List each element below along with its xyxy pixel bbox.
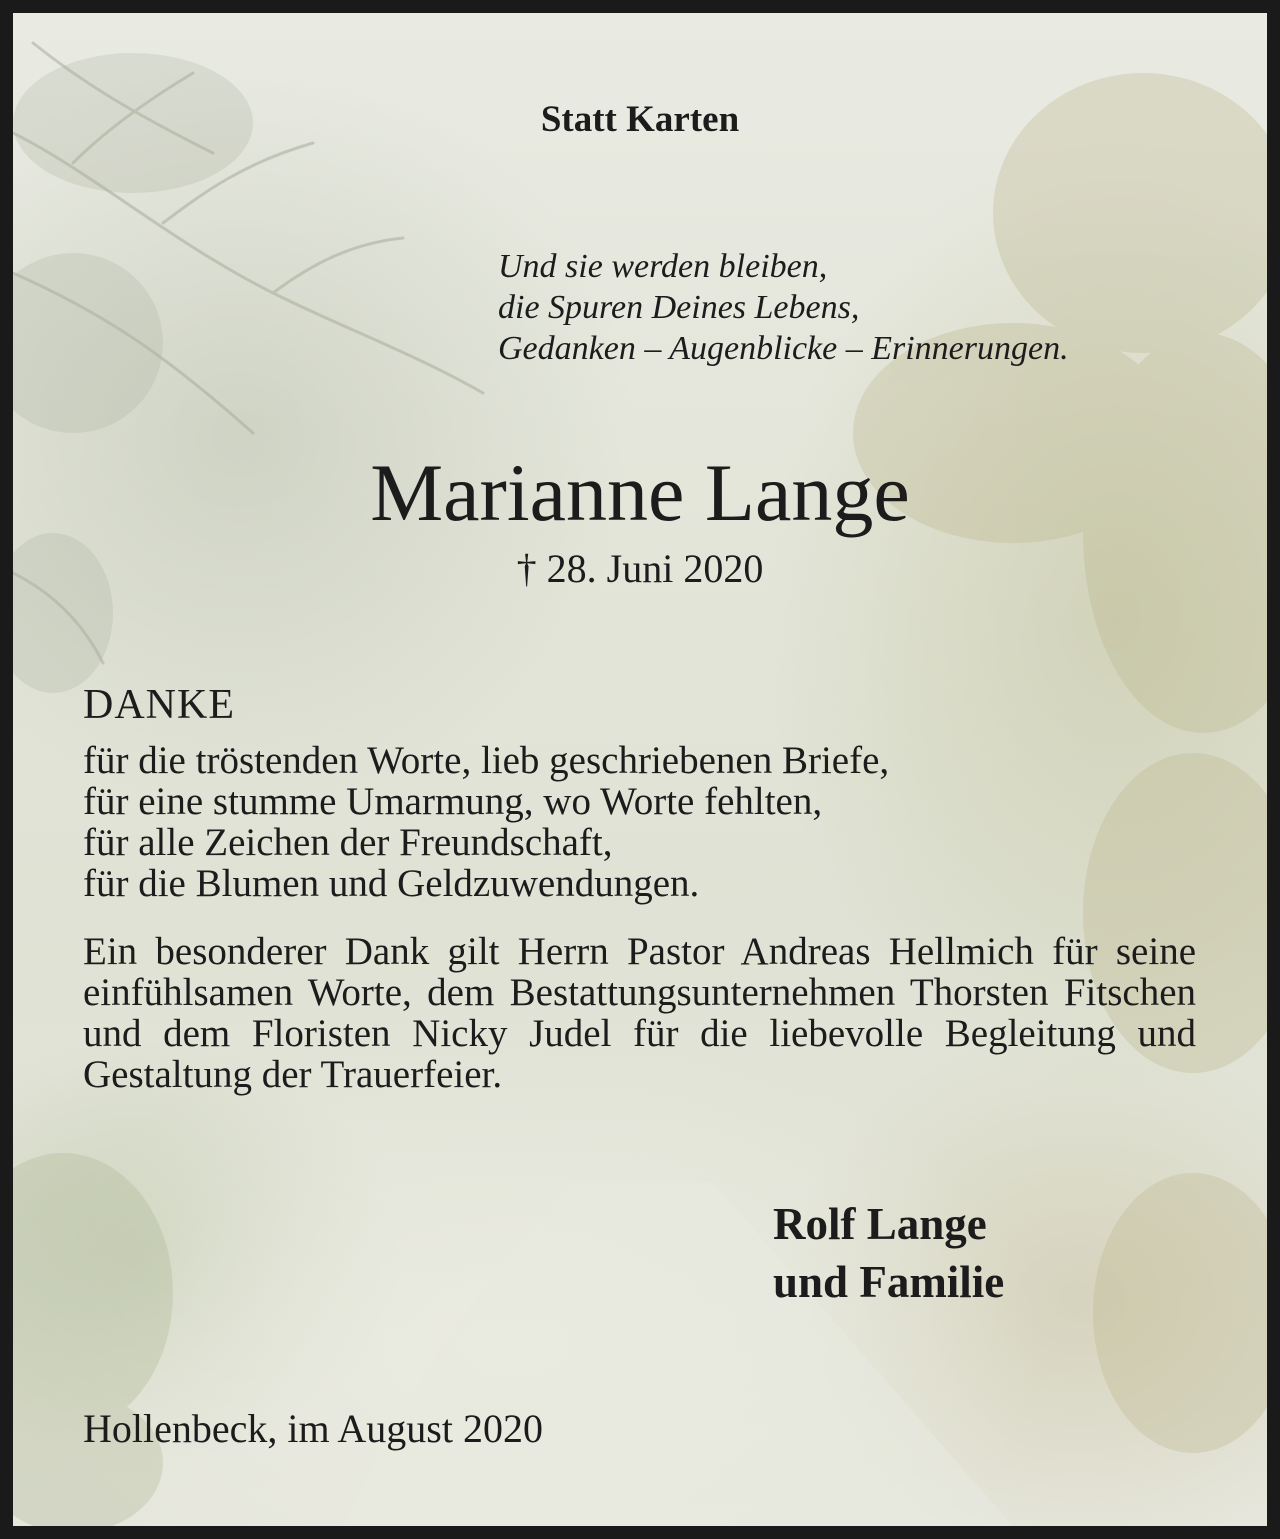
thanks-line: für eine stumme Umarmung, wo Worte fehlten, bbox=[83, 780, 823, 823]
thanks-line: für die Blumen und Geldzuwendungen. bbox=[83, 862, 700, 905]
motto-line: die Spuren Deines Lebens, bbox=[498, 289, 860, 326]
special-thanks-paragraph: Ein besonderer Dank gilt Herrn Pastor Andreas Hellmich für seine einfühlsamen Worte, dem Bestattungsunternehmen Thorsten Fitschen und dem Floristen Nicky Judel für die liebevolle Begleitung und Gestaltung der Trauerfeier. bbox=[83, 930, 1196, 1096]
thanks-line: für die tröstenden Worte, lieb geschriebenen Briefe, bbox=[83, 739, 890, 782]
death-date: † 28. Juni 2020 bbox=[516, 546, 764, 591]
place-date: Hollenbeck, im August 2020 bbox=[83, 1406, 543, 1451]
motto-verse bbox=[498, 246, 1069, 369]
header-statt-karten: Statt Karten bbox=[540, 99, 740, 140]
obituary-card bbox=[13, 13, 1267, 1526]
signature bbox=[773, 1195, 1004, 1311]
deceased-name: Marianne Lange bbox=[370, 447, 910, 538]
thanks-heading: DANKE bbox=[83, 682, 235, 728]
thanks-line: für alle Zeichen der Freundschaft, bbox=[83, 821, 613, 864]
motto-line: Gedanken – Augenblicke – Erinnerungen. bbox=[498, 330, 1069, 367]
signature-line: Rolf Lange bbox=[773, 1199, 987, 1249]
thanks-list bbox=[83, 740, 889, 904]
signature-line: und Familie bbox=[773, 1257, 1005, 1307]
motto-line: Und sie werden bleiben, bbox=[498, 248, 828, 285]
